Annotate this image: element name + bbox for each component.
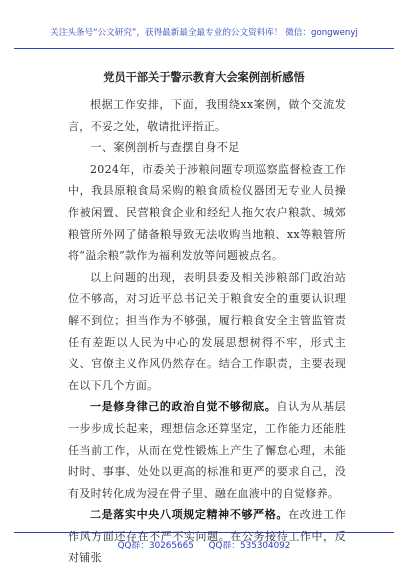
body-paragraph-2: 以上问题的出现，表明县委及相关涉粮部门政治站位不够高，对习近平总书记关于粮食安全的重要认识理解不到位；担当作为不够强，履行粮食安全主管监管责任有差距以人民为中心的发展思想树得不牢，形式主义、官僚主义作风仍然存在。结合工作职责，主要表现在以下几个方面。 <box>68 270 346 392</box>
point-1-text: 自认为从基层一步步成长起来，理想信念还算坚定，工作能力还能胜任当前工作，从而在党性锻炼上产生了懈怠心理，未能时时、事事、处处以更高的标准和更严的要求自己，没有及时转化成为浸在骨子里、融在血液中的自觉修养。 <box>68 400 346 500</box>
section-heading: 一、案例剖析与查摆自身不足 <box>90 141 240 155</box>
body-paragraph-1: 2024年，市委关于涉粮问题专项巡察监督检查工作中，我县原粮食局采购的粮食质检仪器团无专业人员操作被闲置、民营粮食企业和经纪人拖欠农户粮款、城郊粮管所外网了储备粮导致无法收购当地粮、xx等粮管所将“溢余粮”款作为福利发放等问题被点名。 <box>68 162 346 263</box>
point-1-lead: 一是修身律己的政治自觉不够彻底。 <box>90 400 277 414</box>
point-1-paragraph <box>68 396 346 504</box>
intro-paragraph: 根据工作安排，下面，我围绕xx案例，做个交流发言，不妥之处，敬请批评指正。 <box>68 98 346 133</box>
qq-group-2: QQ群：535304092 <box>208 541 291 551</box>
point-2-lead: 二是落实中央八项规定精神不够严格。 <box>90 508 289 522</box>
header-divider <box>14 48 394 49</box>
document-title: 党员干部关于警示教育大会案例剖析感悟 <box>103 71 305 84</box>
qq-group-1: QQ群：30265665 <box>117 541 194 551</box>
qq-footer <box>0 538 408 551</box>
point-2-paragraph <box>68 504 346 569</box>
point-2-text: 在改进工作作风方面还存在不严不实问题。在公务接待工作中，反对铺张 <box>68 508 347 565</box>
promo-header: 关注头条号“公文研究”，获得最新最全最专业的公文资料库！ 微信：gongwenyj <box>50 28 358 38</box>
document-body <box>68 94 346 569</box>
footer-divider <box>14 532 394 533</box>
